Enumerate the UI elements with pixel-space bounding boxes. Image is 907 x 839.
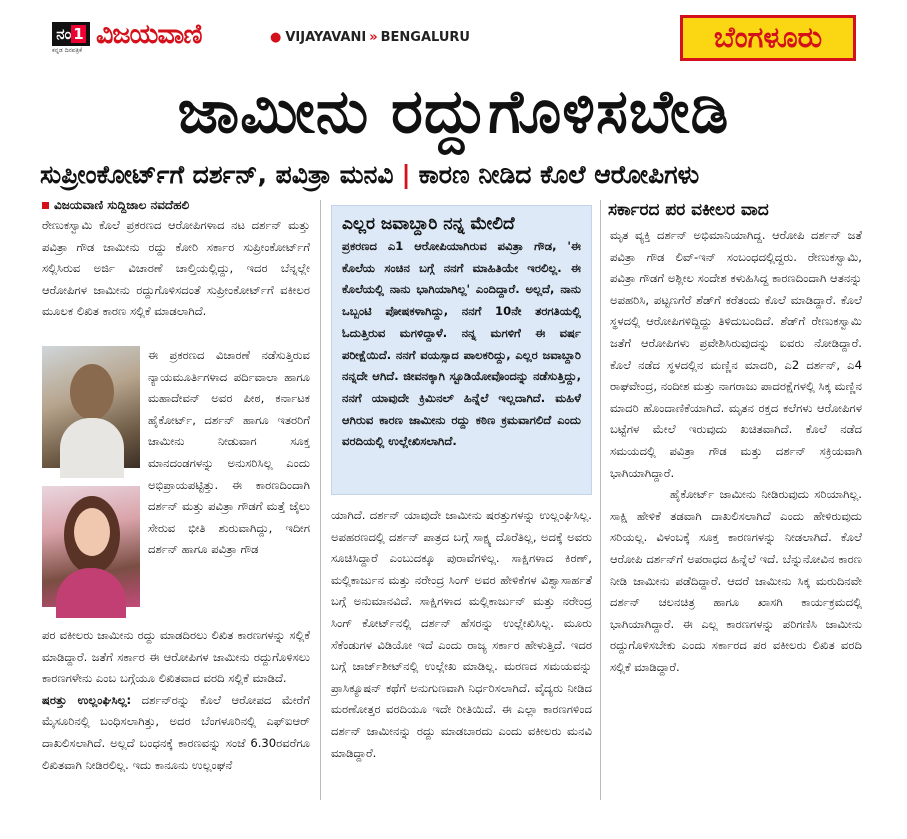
headline: ಜಾಮೀನು ರದ್ದುಗೊಳಿಸಬೇಡಿ (177, 77, 730, 147)
breadcrumb-separator: » (369, 30, 378, 45)
breadcrumb-paper: VIJAYAVANI (285, 30, 367, 45)
logo: ನಂ 1 (52, 22, 90, 46)
breadcrumb-edition: BENGALURU (380, 30, 470, 45)
column-divider (320, 200, 321, 800)
subhead-right: ಕಾರಣ ನೀಡಿದ ಕೊಲೆ ಆರೋಪಿಗಳು (418, 160, 700, 189)
subhead-left: ಸುಪ್ರೀಂಕೋರ್ಟ್‌ಗೆ ದರ್ಶನ್, ಪವಿತ್ರಾ ಮನವಿ (40, 160, 394, 189)
accused-photo-pavithra (42, 486, 140, 607)
subhead-divider: | (401, 160, 411, 189)
subheadline (40, 155, 870, 195)
subhead-conditions: ಷರತ್ತು ಉಲ್ಲಂಘಿಸಿಲ್ಲ: (42, 692, 132, 707)
col1-intro: ರೇಣುಕಸ್ವಾಮಿ ಕೊಲೆ ಪ್ರಕರಣದ ಆರೋಪಿಗಳಾದ ನಟ ದರ್ಶನ್ ಮತ್ತು ಪವಿತ್ರಾ ಗೌಡ ಜಾಮೀನು ರದ್ದು ಕೋರಿ ಸರ್ಕಾರ ಸುಪ್ರೀಂಕೋರ್ಟ್‌ಗೆ ಸಲ್ಲಿಸಿರುವ ಅರ್ಜಿ ವಿಚಾರಣೆ ಚಾಲ್ತಿಯಲ್ಲಿದ್ದು, ಇದರ ಬೆನ್ನಲ್ಲೇ ಆರೋಪಿಗಳ ಜಾಮೀನು ರದ್ದುಗೊಳಿಸದಂತೆ ಸುಪ್ರೀಂಕೋರ್ಟ್‌ಗೆ ವಕೀಲರ ಮೂಲಕ ಲಿಖಿತ ಕಾರಣ ಸಲ್ಲಿಕೆ ಮಾಡಲಾಗಿದೆ. (42, 218, 310, 319)
col2-body: ಯಾಗಿದೆ. ದರ್ಶನ್ ಯಾವುದೇ ಜಾಮೀನು ಷರತ್ತುಗಳನ್ನು ಉಲ್ಲಂಘಿಸಿಲ್ಲ. ಅಪಹರಣದಲ್ಲಿ ದರ್ಶನ್ ಪಾತ್ರದ ಬಗ್ಗೆ ಸಾಕ್ಷ್ಯ ದೊರೆತಿಲ್ಲ, ಅದಕ್ಕೆ ಅವರು ಸೂಚಿಸಿದ್ದಾರೆ ಎಂಬುದಕ್ಕೂ ಪುರಾವೆಗಳಿಲ್ಲ. ಸಾಕ್ಷಿಗಳಾದ ಕಿರಣ್, ಮಲ್ಲಿಕಾರ್ಜುನ ಮತ್ತು ನರೇಂದ್ರ ಸಿಂಗ್ ಅವರ ಹೇಳಿಕೆಗಳ ವಿಶ್ವಾಸಾರ್ಹತೆ ಬಗ್ಗೆ ಅನುಮಾನವಿದೆ. ಸಾಕ್ಷಿಗಳಾದ ಮಲ್ಲಿಕಾರ್ಜುನ್ ಮತ್ತು ನರೇಂದ್ರ ಸಿಂಗ್ ಕೋರ್ಟ್‌ನಲ್ಲಿ ದರ್ಶನ್ ಹೆಸರನ್ನು ಉಲ್ಲೇಖಿಸಿಲ್ಲ. ಮೂರು ಸೆಕೆಂಡುಗಳ ವಿಡಿಯೋ ಇದೆ ಎಂದು ರಾಜ್ಯ ಸರ್ಕಾರ ಹೇಳುತ್ತಿದೆ. ಇದರ ಬಗ್ಗೆ ಚಾರ್ಜ್‌ಶೀಟ್‌ನಲ್ಲಿ ಉಲ್ಲೇಖ ಮಾಡಿಲ್ಲ. ಮರಣದ ಸಮಯವನ್ನು ಪ್ರಾಸಿಕ್ಯೂಷನ್ ಕಥೆಗೆ ಅನುಗುಣವಾಗಿ ನಿರ್ಧರಿಸಲಾಗಿದೆ. ವೈದ್ಯರು ನೀಡಿದ ಮರಣೋತ್ತರ ವರದಿಯೂ ಇದೇ ರೀತಿಯಿದೆ. ಈ ಎಲ್ಲಾ ಕಾರಣಗಳಿಂದ ದರ್ಶನ್ ಜಾಮೀನನ್ನು ರದ್ದು ಮಾಡಬಾರದು ಎಂದು ವಕೀಲರು ಮನವಿ ಮಾಡಿದ್ದಾರೆ. (331, 508, 592, 760)
breadcrumb (270, 30, 470, 45)
edition-city-badge: ಬೆಂಗಳೂರು (680, 15, 856, 61)
accused-photo-darshan (42, 346, 140, 468)
byline: ವಿಜಯವಾಣಿ ಸುದ್ದಿಜಾಲ ನವದೆಹಲಿ (42, 198, 189, 213)
col3-title: ಸರ್ಕಾರದ ಪರ ವಕೀಲರ ವಾದ (608, 200, 769, 220)
column-divider (600, 200, 601, 800)
box-body: ಪ್ರಕರಣದ ಎ1 ಆರೋಪಿಯಾಗಿರುವ ಪವಿತ್ರಾ ಗೌಡ, 'ಈ ಕೊಲೆಯ ಸಂಚಿನ ಬಗ್ಗೆ ನನಗೆ ಮಾಹಿತಿಯೇ ಇರಲಿಲ್ಲ. ಈ ಕೊಲೆಯಲ್ಲಿ ನಾನು ಭಾಗಿಯಾಗಿಲ್ಲ' ಎಂದಿದ್ದಾರೆ. ಅಲ್ಲದೆ, ನಾನು ಒಬ್ಬಂಟಿ ಪೋಷಕಳಾಗಿದ್ದು, ನನಗೆ 10ನೇ ತರಗತಿಯಲ್ಲಿ ಓದುತ್ತಿರುವ ಮಗಳಿದ್ದಾಳೆ. ನನ್ನ ಮಗಳಿಗೆ ಈ ವರ್ಷ ಪರೀಕ್ಷೆಯಿದೆ. ನನಗೆ ವಯಸ್ಸಾದ ಪಾಲಕರಿದ್ದು, ಎಲ್ಲರ ಜವಾಬ್ದಾರಿ ನನ್ನದೇ ಆಗಿದೆ. ಜೀವನಕ್ಕಾಗಿ ಸ್ಟೂಡಿಯೋವೊಂದನ್ನು ನಡೆಸುತ್ತಿದ್ದು, ನನಗೆ ಯಾವುದೇ ಕ್ರಿಮಿನಲ್ ಹಿನ್ನೆಲೆ ಇಲ್ಲದಾಗಿದೆ. ಮಹಿಳೆ ಆಗಿರುವ ಕಾರಣ ಜಾಮೀನು ರದ್ದು ಕಠಿಣ ಕ್ರಮವಾಗಲಿದೆ ಎಂದು ವರದಿಯಲ್ಲಿ ಉಲ್ಲೇಖಿಸಲಾಗಿದೆ. (342, 239, 581, 449)
masthead (0, 0, 907, 70)
brand-name: ವಿಜಯವಾಣಿ (96, 19, 202, 50)
box-title: ಎಲ್ಲರ ಜವಾಬ್ದಾರಿ ನನ್ನ ಮೇಲಿದೆ (342, 214, 515, 234)
col3-body: ಮೃತ ವ್ಯಕ್ತಿ ದರ್ಶನ್ ಅಭಿಮಾನಿಯಾಗಿದ್ದ. ಆರೋಪಿ ದರ್ಶನ್ ಜತೆ ಪವಿತ್ರಾ ಗೌಡ ಲಿವ್-ಇನ್ ಸಂಬಂಧದಲ್ಲಿದ್ದರು. ರೇಣುಕಸ್ವಾಮಿ, ಪವಿತ್ರಾ ಗೌಡಗೆ ಅಶ್ಲೀಲ ಸಂದೇಶ ಕಳುಹಿಸಿದ್ದ ಕಾರಣದಿಂದಾಗಿ ಆತನನ್ನು ಅಪಹರಿಸಿ, ಪಟ್ಟಣಗೆರೆ ಶೆಡ್‌ಗೆ ಕರೆತಂದು ಕೊಲೆ ಮಾಡಿದ್ದಾರೆ. ಕೊಲೆ ಸ್ಥಳದಲ್ಲಿ ಆರೋಪಿಗಳಿದ್ದಿದ್ದು ತಿಳಿದುಬಂದಿದೆ. ಶೆಡ್‌ಗೆ ರೇಣುಕಸ್ವಾಮಿ ಜತೆಗೆ ಆರೋಪಿಗಳು ಪ್ರವೇಶಿಸಿರುವುದನ್ನು ಐವರು ನೋಡಿದ್ದಾರೆ. ಕೊಲೆ ನಡೆದ ಸ್ಥಳದಲ್ಲಿನ ಮಣ್ಣಿನ ಮಾದರಿ, ಎ2 ದರ್ಶನ್, ಎ4 ರಾಘವೇಂದ್ರ, ನಂದೀಶ ಮತ್ತು ನಾಗರಾಜು ಪಾದರಕ್ಷೆಗಳಲ್ಲಿ ಸಿಕ್ಕ ಮಣ್ಣಿನ ಮಾದರಿ ಹೊಂದಾಣಿಕೆಯಾಗಿದೆ. ಮೃತನ ರಕ್ತದ ಕಲೆಗಳು ಆರೋಪಿಗಳ ಬಟ್ಟೆಗಳ ಮೇಲೆ ಇರುವುದು ಖಚಿತವಾಗಿದೆ. ಕೊಲೆ ನಡೆದ ಸಮಯದಲ್ಲಿ ಪವಿತ್ರಾ ಗೌಡ ಮತ್ತು ದರ್ಶನ್ ಸಕ್ರಿಯವಾಗಿ ಭಾಗಿಯಾಗಿದ್ದಾರೆ. ಹೈಕೋರ್ಟ್ ಜಾಮೀನು ನೀಡಿರುವುದು ಸರಿಯಾಗಿಲ್ಲ. ಸಾಕ್ಷಿ ಹೇಳಿಕೆ ತಡವಾಗಿ ದಾಖಲಿಸಲಾಗಿದೆ ಎಂದು ಹೇಳಿರುವುದು ಸರಿಯಲ್ಲ. ವಿಳಂಬಕ್ಕೆ ಸೂಕ್ತ ಕಾರಣಗಳನ್ನು ನೀಡಲಾಗಿದೆ. ಕೊಲೆ ಆರೋಪಿ ದರ್ಶನ್‌ಗೆ ಅಪರಾಧದ ಹಿನ್ನೆಲೆ ಇದೆ. ಬೆನ್ನುನೋವಿನ ಕಾರಣ ನೀಡಿ ಜಾಮೀನು ಪಡೆದಿದ್ದಾರೆ. ಆದರೆ ಜಾಮೀನು ಸಿಕ್ಕ ಮರುದಿನವೇ ದರ್ಶನ್ ಚಲನಚಿತ್ರ ಹಾಗೂ ಖಾಸಗಿ ಕಾರ್ಯಕ್ರಮದಲ್ಲಿ ಭಾಗಿಯಾಗಿದ್ದಾರೆ. ಈ ಎಲ್ಲ ಕಾರಣಗಳನ್ನು ಪರಿಗಣಿಸಿ ಜಾಮೀನು ರದ್ದುಗೊಳಿಸಬೇಕು ಎಂದು ಸರ್ಕಾರದ ಪರ ವಕೀಲರು ಲಿಖಿತ ವರದಿ ಸಲ್ಲಿಕೆ ಮಾಡಿದ್ದಾರೆ. (610, 228, 862, 674)
col1-side-text: ಈ ಪ್ರಕರಣದ ವಿಚಾರಣೆ ನಡೆಸುತ್ತಿರುವ ನ್ಯಾಯಮೂರ್ತಿಗಳಾದ ಪರ್ದಿವಾಲಾ ಹಾಗೂ ಮಹಾದೇವನ್ ಅವರ ಪೀಠ, ಕರ್ನಾಟಕ ಹೈಕೋರ್ಟ್, ದರ್ಶನ್ ಹಾಗೂ ಇತರರಿಗೆ ಜಾಮೀನು ನೀಡುವಾಗ ಸೂಕ್ತ ಮಾನದಂಡಗಳನ್ನು ಅನುಸರಿಸಿಲ್ಲ ಎಂದು ಅಭಿಪ್ರಾಯಪಟ್ಟಿತ್ತು. ಈ ಕಾರಣದಿಂದಾಗಿ ದರ್ಶನ್ ಮತ್ತು ಪವಿತ್ರಾ ಗೌಡಗೆ ಮತ್ತೆ ಜೈಲು ಸೇರುವ ಭೀತಿ ಶುರುವಾಗಿದ್ದು, ಇದೀಗ ದರ್ಶನ್ ಹಾಗೂ ಪವಿತ್ರಾ ಗೌಡ (148, 348, 310, 557)
byline-marker-icon (42, 202, 49, 209)
bullet-icon: ● (270, 30, 282, 45)
sidebar-box (331, 205, 592, 495)
col1-continued: ಪರ ವಕೀಲರು ಜಾಮೀನು ರದ್ದು ಮಾಡದಿರಲು ಲಿಖಿತ ಕಾರಣಗಳನ್ನು ಸಲ್ಲಿಕೆ ಮಾಡಿದ್ದಾರೆ. ಜತೆಗೆ ಸರ್ಕಾರ ಈ ಆರೋಪಿಗಳ ಜಾಮೀನು ರದ್ದುಗೊಳಿಸಲು ಕಾರಣಗಳೇನು ಎಂಬ ಬಗ್ಗೆಯೂ ಲಿಖಿತವಾದ ವರದಿ ಸಲ್ಲಿಕೆ ಮಾಡಿದೆ. ಷರತ್ತು ಉಲ್ಲಂಘಿಸಿಲ್ಲ: ದರ್ಶನ್‌ರನ್ನು ಕೊಲೆ ಆರೋಪದ ಮೇರೆಗೆ ಮೈಸೂರಿನಲ್ಲಿ ಬಂಧಿಸಲಾಗಿತ್ತು, ಅದರ ಬೆಂಗಳೂರಿನಲ್ಲಿ ಎಫ್‌ಐಆರ್ ದಾಖಲಿಸಲಾಗಿದೆ. ಅಲ್ಲದೆ ಬಂಧನಕ್ಕೆ ಕಾರಣವನ್ನು ಸಂಜೆ 6.30ರವರೆಗೂ ಲಿಖಿತವಾಗಿ ನೀಡಿರಲಿಲ್ಲ. ಇದು ಕಾನೂನು ಉಲ್ಲಂಘನೆ (42, 628, 310, 772)
logo-tagline: ಕನ್ನಡ ದಿನಪತ್ರಿಕೆ (52, 47, 83, 54)
